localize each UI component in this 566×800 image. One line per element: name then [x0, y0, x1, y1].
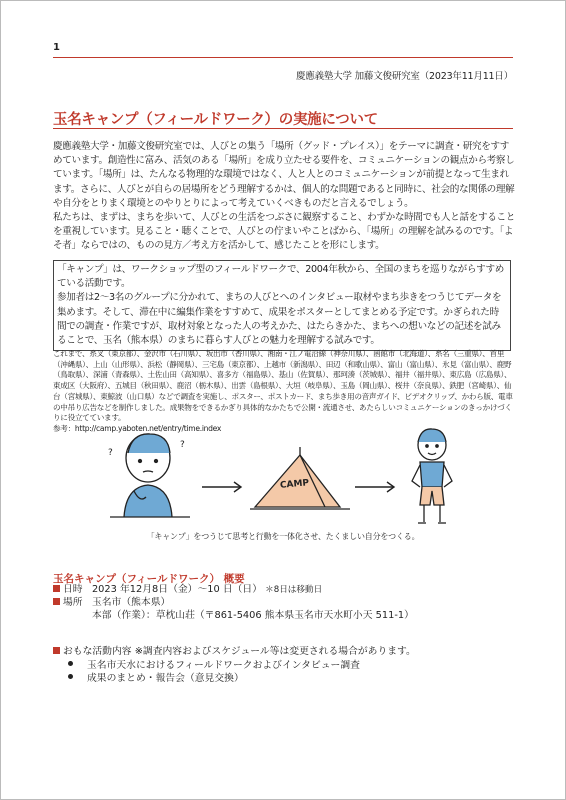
- illustration-caption: 「キャンプ」をつうじて思考と行動を一体化させ、たくましい自分をつくる。: [146, 532, 420, 541]
- reference-link[interactable]: 参考：http://camp.yaboten.net/entry/time.index: [53, 423, 222, 433]
- camp-description-box: [53, 260, 511, 351]
- history-list: これまで、糸叉（東京都）、金沢市（石川県）、坂出市（香川県）、湘南・江ノ電沿線（神奈川県）、函館市（北海道）、糸名（三重県）、首里（沖縄県）、上山（山形県）、浜松（静岡県）、三宅島（東京都）、上越市（新潟県）、田辺（和歌山県）、富山（富山県）、氷見（富山県）、鹿野（鳥取県）、深浦（青森県）、土佐山田（高知県）、喜多方（福島県）、基山（佐賀県）、那珂湊（茨城県）、福井（福井県）、東広島（広島県）、東成区（大阪府）、五城目（秋田県）、鹿沼（栃木県）、出雲（島根県）、大垣（岐阜県）、玉島（岡山県）、桜井（奈良県）、鉄肥（宮崎県）、仙台（宮城県）、東鯨波（山口県）などで調査を実施し、ポスター、ポストカード、まち歩き用の音声ガイド、ビデオクリップ、かわら版、電車の中吊り広告などを制作しました。成果物をできるかぎり具体的なかたちで公開・流通させ、あたらしいコミュニケーションのきっかけづくりに役立てています。: [53, 349, 513, 423]
- document-title: 玉名キャンプ（フィールドワーク）の実施について: [53, 112, 378, 128]
- overview-title: 玉名キャンプ（フィールドワーク） 概要: [53, 573, 245, 585]
- bullet-dot-icon: [68, 674, 73, 679]
- bullet-square-icon: [53, 585, 60, 592]
- box-line-2: 参加者は2〜3名のグループに分かれて、まちの人びとへのインタビュー取材やまち歩きをつうじてデータを集めます。そして、滞在中に編集作業をすすめて、成果をポスターとしてまとめる予定です。かぎられた時間での調査・作業ですが、取材対象となった人の考えかた、はたらきかた、まちへの想いなどの記述を試みることで、玉名（熊本県）のまちに暮らす人びとの魅力を理解する試みです。: [57, 292, 502, 347]
- intro-paragraph: 慶應義塾大学・加藤文俊研究室では、人びとの集う「場所（グッド・プレイス）」をテーマに調査・研究をすすめています。創造性に富み、活気のある「場所」を成り立たせる要件を、コミュニケーションの観点から考察しています。「場所」は、たんなる物理的な環境ではなく、人と人とのコミュニケーションが前提となって生まれます。さらに、人びとが自らの居場所をどう理解するかは、個人的な問題であると同時に、社会的な関係の理解や自分をとりまく環境とのやりとりによって考えていくべきものだと言えるでしょう。: [53, 141, 515, 209]
- place-row: [53, 596, 170, 609]
- hq-label: 本部（作業）：: [92, 610, 156, 621]
- svg-text:?: ?: [180, 440, 185, 450]
- thinking-boy-icon: [108, 434, 190, 517]
- tent-icon: [250, 447, 350, 509]
- confident-boy-icon: [412, 429, 452, 523]
- list-item: [68, 672, 244, 685]
- header-rule: [53, 57, 513, 58]
- activity-item: 玉名市天水におけるフィールドワークおよびインタビュー調査: [87, 660, 360, 671]
- activities-title: おもな活動内容 ※調査内容およびスケジュール等は変更される場合があります。: [63, 646, 416, 657]
- arrow-right-icon: [355, 482, 394, 492]
- arrow-right-icon: [202, 482, 241, 492]
- date-value: 2023 年12月8日（金）〜10 日（日）: [91, 584, 263, 595]
- hq-value: 草枕山荘（〒861-5406 熊本県玉名市天水町小天 511-1）: [155, 610, 414, 621]
- date-label: 日時: [63, 584, 83, 595]
- place-value: 玉名市（熊本県）: [91, 597, 171, 608]
- date-row: [53, 583, 322, 597]
- bullet-dot-icon: [68, 661, 73, 666]
- bullet-square-icon: [53, 647, 60, 654]
- activities-row: [53, 645, 416, 658]
- history-text: [53, 349, 515, 435]
- hq-row: [92, 609, 414, 622]
- place-label: 場所: [63, 597, 83, 608]
- method-paragraph: 私たちは、まずは、まちを歩いて、人びとの生活をつぶさに観察すること、わずかな時間でも人と話をすることを重視しています。見ること・聴くことで、人びとの佇まいやことばから、「場所」の理解を試みるのです。「よそ者」ならではの、ものの見方／考え方を活かして、感じたことを形にします。: [53, 212, 515, 252]
- list-item: [68, 659, 360, 672]
- activity-item: 成果のまとめ・報告会（意見交換）: [87, 673, 244, 684]
- bullet-square-icon: [53, 598, 60, 605]
- tent-label: CAMP: [279, 478, 310, 491]
- camp-illustration: [110, 425, 460, 530]
- header-org: 慶應義塾大学 加藤文俊研究室（2023年11月11日）: [296, 71, 513, 82]
- title-rule: [53, 128, 513, 129]
- box-line-1: 「キャンプ」は、ワークショップ型のフィールドワークで、2004年秋から、全国のまちを巡りながらすすめている活動です。: [57, 264, 504, 290]
- page-number: 1: [53, 42, 60, 53]
- svg-text:?: ?: [108, 448, 113, 458]
- date-note: ＊8日は移動日: [265, 585, 323, 595]
